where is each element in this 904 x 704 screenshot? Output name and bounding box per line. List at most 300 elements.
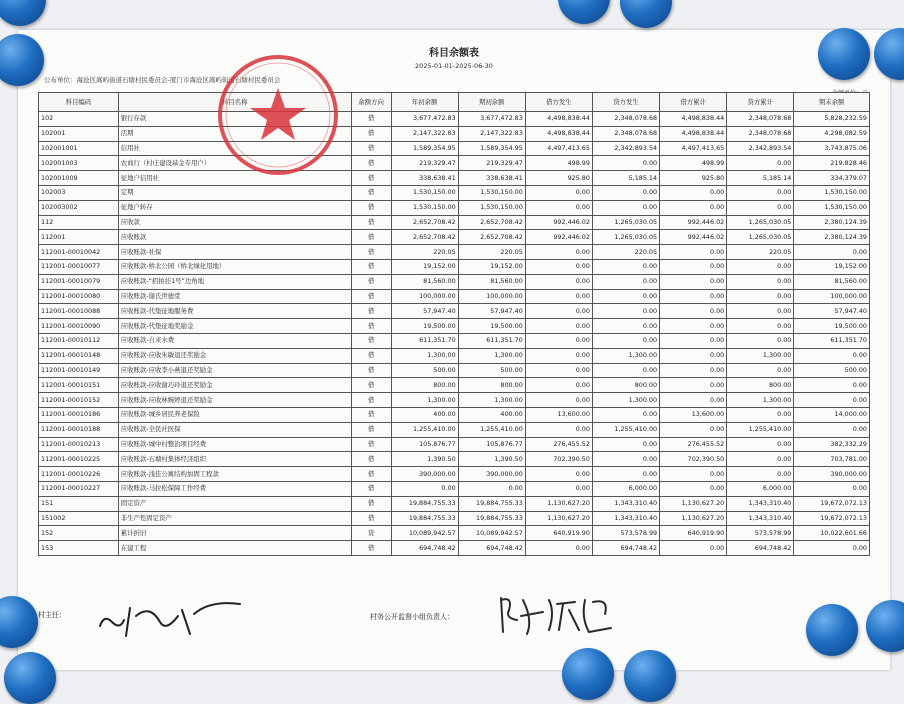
amount-cell: 334,379.07 [794, 171, 870, 186]
amount-cell: 1,530,150.00 [794, 185, 870, 200]
amount-cell: 0.00 [525, 393, 592, 408]
amount-cell: 500.00 [391, 363, 458, 378]
amount-cell: 611,351.70 [794, 333, 870, 348]
amount-cell: 0.00 [592, 259, 659, 274]
balance-direction-cell: 借 [351, 245, 391, 260]
amount-cell: 6,000.00 [592, 481, 659, 496]
magnet [806, 604, 858, 656]
amount-cell: 694,748.42 [727, 541, 794, 556]
amount-cell: 0.00 [592, 185, 659, 200]
account-name-cell: 银行存款 [118, 112, 351, 127]
amount-cell: 3,677,472.83 [391, 112, 458, 127]
amount-cell: 0.00 [660, 259, 727, 274]
amount-cell: 1,255,410.00 [458, 422, 525, 437]
amount-cell: 0.00 [660, 378, 727, 393]
amount-cell: 0.00 [794, 245, 870, 260]
balance-direction-cell: 借 [351, 141, 391, 156]
official-seal-stamp [213, 50, 343, 180]
account-code-cell: 112001-00010149 [39, 363, 119, 378]
account-code-cell: 112001 [39, 230, 119, 245]
account-code-cell: 112001-00010042 [39, 245, 119, 260]
amount-cell: 19,152.00 [458, 259, 525, 274]
amount-cell: 220.05 [727, 245, 794, 260]
account-name-cell: 应收账款-自来水费 [118, 333, 351, 348]
amount-cell: 694,748.42 [391, 541, 458, 556]
amount-cell: 19,500.00 [794, 319, 870, 334]
amount-cell: 0.00 [660, 348, 727, 363]
amount-cell: 100,000.00 [458, 289, 525, 304]
amount-cell: 0.00 [727, 259, 794, 274]
amount-cell: 4,498,838.44 [525, 112, 592, 127]
account-code-cell: 112001-00010090 [39, 319, 119, 334]
account-code-cell: 112001-00010188 [39, 422, 119, 437]
amount-cell: 19,500.00 [391, 319, 458, 334]
amount-cell: 220.05 [592, 245, 659, 260]
amount-cell: 1,343,310.40 [592, 496, 659, 511]
account-name-cell: 非生产性固定资产 [118, 511, 351, 526]
amount-cell: 1,255,410.00 [592, 422, 659, 437]
village-head-signature [90, 596, 250, 640]
balance-direction-cell: 借 [351, 126, 391, 141]
amount-cell: 0.00 [592, 289, 659, 304]
amount-cell: 4,497,413.65 [660, 141, 727, 156]
table-row [39, 526, 870, 541]
amount-cell: 0.00 [592, 437, 659, 452]
amount-cell: 5,185.14 [727, 171, 794, 186]
account-name-cell: 应收账款-“招拍挂1号”边角地 [118, 274, 351, 289]
amount-cell: 0.00 [660, 274, 727, 289]
amount-cell: 13,600.00 [660, 407, 727, 422]
magnet [818, 28, 870, 80]
amount-cell: 4,498,838.44 [525, 126, 592, 141]
amount-cell: 573,578.99 [592, 526, 659, 541]
balance-direction-cell: 借 [351, 496, 391, 511]
amount-cell: 0.00 [592, 319, 659, 334]
balance-direction-cell: 借 [351, 467, 391, 482]
amount-cell: 1,300.00 [727, 393, 794, 408]
amount-cell: 0.00 [727, 304, 794, 319]
amount-cell: 702,390.50 [660, 452, 727, 467]
account-code-cell: 102003 [39, 185, 119, 200]
amount-cell: 0.00 [727, 437, 794, 452]
amount-cell: 2,652,708.42 [458, 215, 525, 230]
account-name-cell: 应收账款-应收李小燕退还奖励金 [118, 363, 351, 378]
amount-cell: 19,884,755.33 [391, 496, 458, 511]
amount-cell: 1,300.00 [727, 348, 794, 363]
account-code-cell: 151002 [39, 511, 119, 526]
balance-direction-cell: 借 [351, 333, 391, 348]
amount-cell: 4,298,082.59 [794, 126, 870, 141]
amount-cell: 100,000.00 [794, 289, 870, 304]
amount-cell: 390,000.00 [794, 467, 870, 482]
amount-cell: 220.05 [391, 245, 458, 260]
balance-direction-cell: 借 [351, 511, 391, 526]
amount-cell: 0.00 [458, 481, 525, 496]
account-code-cell: 112001-00010226 [39, 467, 119, 482]
amount-cell: 14,000.00 [794, 407, 870, 422]
account-name-cell: 活期 [118, 126, 351, 141]
amount-cell: 4,498,838.44 [660, 126, 727, 141]
amount-cell: 19,672,072.13 [794, 496, 870, 511]
amount-cell: 1,265,030.05 [727, 230, 794, 245]
amount-cell: 5,185.14 [592, 171, 659, 186]
balance-direction-cell: 借 [351, 393, 391, 408]
table-row [39, 141, 870, 156]
magnet [558, 0, 610, 24]
amount-cell: 2,348,078.68 [592, 112, 659, 127]
amount-cell: 1,300.00 [592, 348, 659, 363]
amount-cell: 1,390.50 [458, 452, 525, 467]
account-code-cell: 102001003 [39, 156, 119, 171]
account-code-cell: 102001 [39, 126, 119, 141]
amount-cell: 10,089,942.57 [458, 526, 525, 541]
amount-cell: 0.00 [660, 467, 727, 482]
table-row [39, 348, 870, 363]
table-row [39, 407, 870, 422]
amount-cell: 4,497,413.65 [525, 141, 592, 156]
column-header: 借方累计 [660, 93, 727, 112]
amount-cell: 800.00 [391, 378, 458, 393]
balance-direction-cell: 借 [351, 481, 391, 496]
amount-cell: 81,560.00 [391, 274, 458, 289]
amount-cell: 611,351.70 [391, 333, 458, 348]
table-row [39, 259, 870, 274]
amount-cell: 0.00 [727, 289, 794, 304]
amount-cell: 400.00 [458, 407, 525, 422]
balance-direction-cell: 借 [351, 156, 391, 171]
amount-cell: 19,152.00 [794, 259, 870, 274]
account-name-cell: 应收账款-应收林婉婷退还奖励金 [118, 393, 351, 408]
amount-cell: 0.00 [525, 259, 592, 274]
magnet [0, 0, 46, 26]
amount-cell: 81,560.00 [458, 274, 525, 289]
account-name-cell: 应收账款-社保 [118, 245, 351, 260]
amount-cell: 1,343,310.40 [727, 496, 794, 511]
account-balance-table [38, 92, 870, 556]
amount-cell: 0.00 [525, 348, 592, 363]
account-name-cell: 应收账款-城乡居民养老保险 [118, 407, 351, 422]
amount-cell: 57,947.40 [794, 304, 870, 319]
table-row [39, 215, 870, 230]
balance-direction-cell: 借 [351, 230, 391, 245]
column-header: 科目编码 [39, 93, 119, 112]
amount-cell: 611,351.70 [458, 333, 525, 348]
balance-direction-cell: 借 [351, 363, 391, 378]
amount-cell: 1,343,310.40 [727, 511, 794, 526]
account-name-cell: 应收账款-应收朱敏退还奖励金 [118, 348, 351, 363]
amount-cell: 0.00 [660, 422, 727, 437]
balance-direction-cell: 借 [351, 200, 391, 215]
amount-cell: 0.00 [727, 333, 794, 348]
amount-cell: 0.00 [525, 245, 592, 260]
account-code-cell: 151 [39, 496, 119, 511]
amount-cell: 1,589,354.95 [458, 141, 525, 156]
amount-cell: 1,300.00 [592, 393, 659, 408]
amount-cell: 19,884,755.33 [458, 511, 525, 526]
amount-cell: 694,748.42 [592, 541, 659, 556]
amount-cell: 0.00 [660, 245, 727, 260]
amount-cell: 0.00 [525, 185, 592, 200]
table-row [39, 452, 870, 467]
column-header: 科目名称 [118, 93, 351, 112]
amount-cell: 2,147,322.83 [391, 126, 458, 141]
amount-cell: 0.00 [592, 274, 659, 289]
table-body [39, 112, 870, 556]
amount-cell: 0.00 [727, 185, 794, 200]
column-header: 贷方累计 [727, 93, 794, 112]
magnet [624, 650, 676, 702]
amount-cell: 4,498,838.44 [660, 112, 727, 127]
table-row [39, 437, 870, 452]
amount-cell: 0.00 [525, 333, 592, 348]
account-code-cell: 112001-00010080 [39, 289, 119, 304]
document-title: 科目余额表 [429, 48, 479, 59]
amount-cell: 0.00 [525, 467, 592, 482]
account-name-cell: 累计折旧 [118, 526, 351, 541]
amount-cell: 1,300.00 [391, 393, 458, 408]
amount-cell: 0.00 [592, 407, 659, 422]
amount-cell: 13,600.00 [525, 407, 592, 422]
amount-cell: 0.00 [592, 363, 659, 378]
amount-cell: 57,947.40 [391, 304, 458, 319]
amount-cell: 0.00 [525, 319, 592, 334]
amount-cell: 1,265,030.05 [592, 230, 659, 245]
amount-cell: 2,652,708.42 [391, 230, 458, 245]
balance-direction-cell: 借 [351, 259, 391, 274]
amount-cell: 5,828,232.59 [794, 112, 870, 127]
account-name-cell: 应收账款 [118, 230, 351, 245]
account-code-cell: 112001-00010213 [39, 437, 119, 452]
magnet [620, 0, 672, 28]
table-row [39, 230, 870, 245]
balance-direction-cell: 借 [351, 407, 391, 422]
account-code-cell: 152 [39, 526, 119, 541]
amount-cell: 925.80 [525, 171, 592, 186]
amount-cell: 10,022,601.66 [794, 526, 870, 541]
account-name-cell: 应收账款-代垫征地奖励金 [118, 319, 351, 334]
table-row [39, 274, 870, 289]
account-code-cell: 102001009 [39, 171, 119, 186]
balance-direction-cell: 借 [351, 171, 391, 186]
amount-cell: 1,390.50 [391, 452, 458, 467]
amount-cell: 640,919.90 [660, 526, 727, 541]
amount-cell: 0.00 [525, 541, 592, 556]
amount-cell: 992,446.02 [525, 215, 592, 230]
amount-cell: 338,638.41 [458, 171, 525, 186]
ledger-sheet [18, 30, 890, 670]
account-code-cell: 112001-00010148 [39, 348, 119, 363]
table-row [39, 200, 870, 215]
account-code-cell: 102003002 [39, 200, 119, 215]
amount-cell: 500.00 [458, 363, 525, 378]
amount-cell: 0.00 [794, 393, 870, 408]
amount-cell: 0.00 [525, 304, 592, 319]
amount-cell: 992,446.02 [660, 230, 727, 245]
column-header: 期末余额 [794, 93, 870, 112]
amount-cell: 800.00 [727, 378, 794, 393]
account-code-cell: 112001-00010079 [39, 274, 119, 289]
amount-cell: 0.00 [660, 481, 727, 496]
account-name-cell: 固定资产 [118, 496, 351, 511]
supervisor-signature [493, 590, 623, 640]
amount-cell: 1,255,410.00 [727, 422, 794, 437]
account-code-cell: 112001-00010152 [39, 393, 119, 408]
amount-cell: 1,530,150.00 [794, 200, 870, 215]
amount-cell: 220.05 [458, 245, 525, 260]
account-code-cell: 112001-00010151 [39, 378, 119, 393]
amount-cell: 1,300.00 [458, 393, 525, 408]
document-period: 2025-01-01-2025-06-30 [415, 62, 493, 70]
balance-direction-cell: 借 [351, 319, 391, 334]
balance-direction-cell: 借 [351, 378, 391, 393]
account-code-cell: 112001-00010077 [39, 259, 119, 274]
balance-direction-cell: 借 [351, 185, 391, 200]
balance-direction-cell: 借 [351, 304, 391, 319]
amount-cell: 0.00 [592, 467, 659, 482]
amount-cell: 0.00 [391, 481, 458, 496]
account-name-cell: 在建工程 [118, 541, 351, 556]
amount-cell: 6,000.00 [727, 481, 794, 496]
table-row [39, 467, 870, 482]
table-row [39, 481, 870, 496]
balance-direction-cell: 借 [351, 422, 391, 437]
amount-cell: 573,578.99 [727, 526, 794, 541]
account-name-cell: 应收账款-应收谢巧玲退还奖励金 [118, 378, 351, 393]
village-head-label: 村主任： [38, 611, 66, 619]
balance-direction-cell: 借 [351, 541, 391, 556]
amount-cell: 0.00 [525, 378, 592, 393]
account-name-cell: 应收账款-全民社医保 [118, 422, 351, 437]
amount-cell: 0.00 [794, 378, 870, 393]
amount-cell: 2,652,708.42 [458, 230, 525, 245]
amount-cell: 0.00 [660, 319, 727, 334]
amount-cell: 219,329.47 [391, 156, 458, 171]
magnet [4, 652, 56, 704]
amount-cell: 105,876.77 [458, 437, 525, 452]
amount-cell: 0.00 [660, 200, 727, 215]
column-header: 余额方向 [351, 93, 391, 112]
account-name-cell: 定期 [118, 185, 351, 200]
amount-cell: 0.00 [660, 289, 727, 304]
table-row [39, 245, 870, 260]
amount-cell: 925.80 [660, 171, 727, 186]
amount-cell: 100,000.00 [391, 289, 458, 304]
table-row [39, 378, 870, 393]
amount-cell: 992,446.02 [525, 230, 592, 245]
account-name-cell: 应收账款-谢氏世德堂 [118, 289, 351, 304]
amount-cell: 2,380,124.39 [794, 215, 870, 230]
amount-cell: 219,329.47 [458, 156, 525, 171]
amount-cell: 800.00 [592, 378, 659, 393]
account-name-cell: 应收账款-马拉松保障工作经费 [118, 481, 351, 496]
table-row [39, 333, 870, 348]
account-name-cell: 农商行（村庄建设基金专用户） [118, 156, 351, 171]
table-row [39, 363, 870, 378]
amount-cell: 0.00 [592, 200, 659, 215]
account-code-cell: 112001-00010186 [39, 407, 119, 422]
account-name-cell: 应收账款-桥北公园（桥北绿化用地） [118, 259, 351, 274]
magnet [562, 648, 614, 700]
column-header: 期初余额 [458, 93, 525, 112]
amount-cell: 338,638.41 [391, 171, 458, 186]
amount-cell: 57,947.40 [458, 304, 525, 319]
amount-cell: 0.00 [727, 467, 794, 482]
column-header: 年初余额 [391, 93, 458, 112]
account-name-cell: 应收账款-石塘村集体经济组织 [118, 452, 351, 467]
account-name-cell: 征地户信用社 [118, 171, 351, 186]
amount-cell: 19,152.00 [391, 259, 458, 274]
amount-cell: 2,652,708.42 [391, 215, 458, 230]
amount-cell: 0.00 [794, 422, 870, 437]
amount-cell: 0.00 [660, 185, 727, 200]
balance-direction-cell: 借 [351, 348, 391, 363]
amount-cell: 0.00 [660, 304, 727, 319]
amount-cell: 390,000.00 [458, 467, 525, 482]
account-name-cell: 信用社 [118, 141, 351, 156]
amount-cell: 2,380,124.39 [794, 230, 870, 245]
table-row [39, 126, 870, 141]
amount-cell: 276,455.52 [660, 437, 727, 452]
table-row [39, 393, 870, 408]
amount-cell: 0.00 [592, 452, 659, 467]
account-name-cell: 应收账款-城中村整治项目经费 [118, 437, 351, 452]
amount-cell: 0.00 [727, 156, 794, 171]
account-code-cell: 102001001 [39, 141, 119, 156]
supervisor-label: 村务公开监督小组负责人： [370, 613, 454, 621]
balance-direction-cell: 借 [351, 437, 391, 452]
amount-cell: 0.00 [794, 348, 870, 363]
amount-cell: 500.00 [794, 363, 870, 378]
amount-cell: 400.00 [391, 407, 458, 422]
amount-cell: 1,130,627.20 [525, 511, 592, 526]
balance-direction-cell: 贷 [351, 526, 391, 541]
amount-cell: 0.00 [592, 304, 659, 319]
amount-cell: 1,530,150.00 [458, 185, 525, 200]
amount-cell: 0.00 [794, 481, 870, 496]
account-name-cell: 应收款 [118, 215, 351, 230]
amount-cell: 2,342,893.54 [727, 141, 794, 156]
amount-cell: 0.00 [592, 156, 659, 171]
table-header-row [39, 93, 870, 112]
amount-cell: 703,781.00 [794, 452, 870, 467]
amount-cell: 640,919.90 [525, 526, 592, 541]
amount-cell: 19,884,755.33 [391, 511, 458, 526]
amount-cell: 19,500.00 [458, 319, 525, 334]
balance-direction-cell: 借 [351, 112, 391, 127]
amount-cell: 1,265,030.05 [592, 215, 659, 230]
table-row [39, 289, 870, 304]
amount-cell: 0.00 [727, 452, 794, 467]
table-row [39, 171, 870, 186]
amount-cell: 10,089,942.57 [391, 526, 458, 541]
amount-cell: 81,560.00 [794, 274, 870, 289]
amount-cell: 702,390.50 [525, 452, 592, 467]
balance-direction-cell: 借 [351, 289, 391, 304]
amount-cell: 0.00 [727, 274, 794, 289]
amount-cell: 2,348,078.68 [727, 126, 794, 141]
amount-cell: 1,130,627.20 [660, 496, 727, 511]
column-header: 借方发生 [525, 93, 592, 112]
account-code-cell: 112 [39, 215, 119, 230]
account-name-cell: 应收账款-浅佳公寓结构加固工程款 [118, 467, 351, 482]
column-header: 贷方发生 [592, 93, 659, 112]
amount-cell: 2,147,322.83 [458, 126, 525, 141]
amount-cell: 694,748.42 [458, 541, 525, 556]
amount-cell: 19,672,072.13 [794, 511, 870, 526]
amount-cell: 0.00 [660, 363, 727, 378]
balance-direction-cell: 借 [351, 452, 391, 467]
table-row [39, 319, 870, 334]
